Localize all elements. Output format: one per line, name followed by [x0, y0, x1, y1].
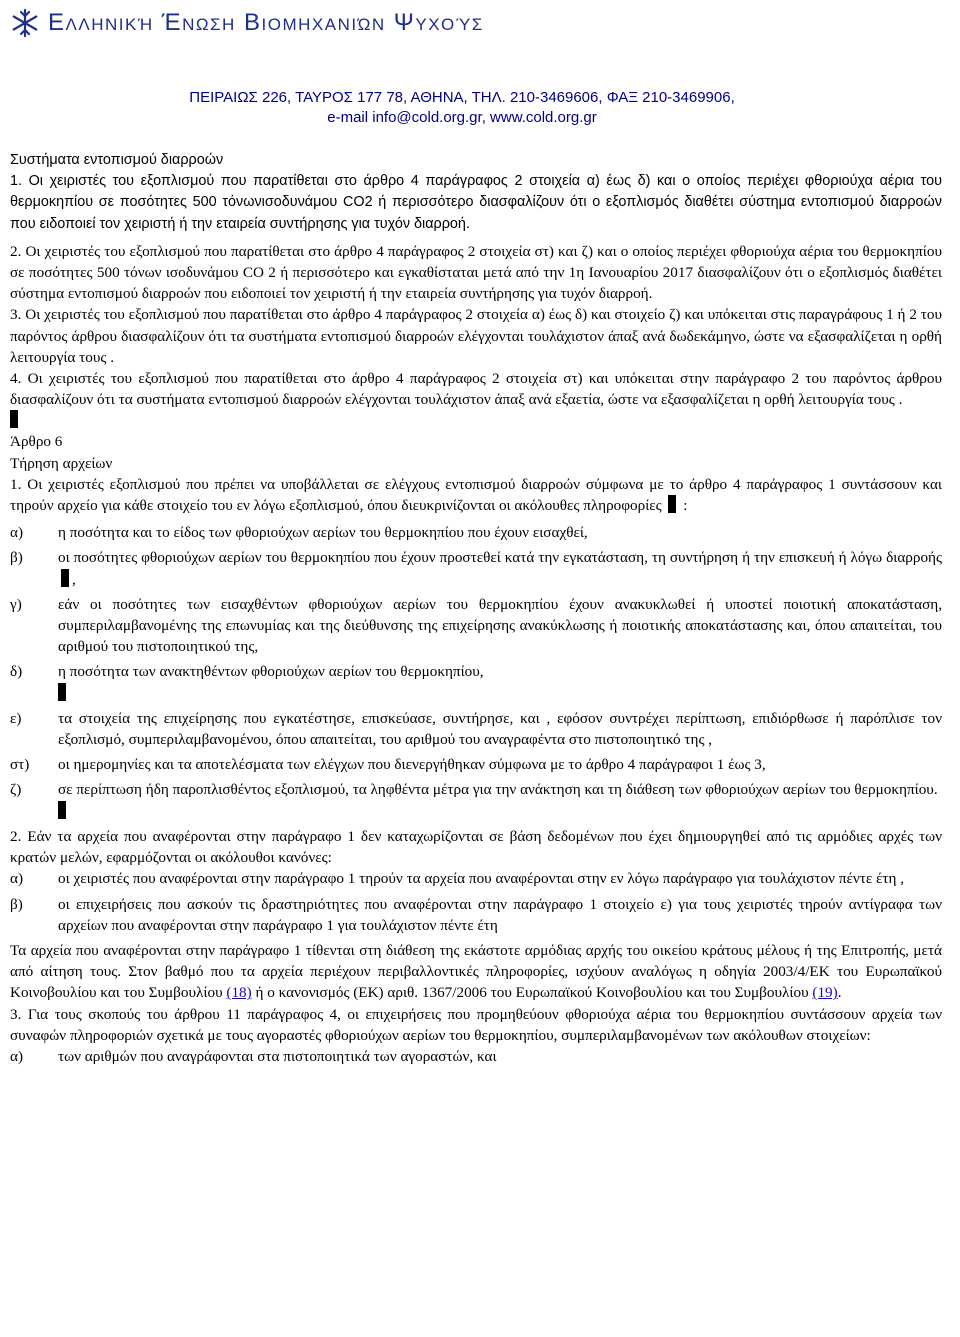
change-marker	[668, 495, 676, 513]
art6-para-3: 3. Για τους σκοπούς του άρθρου 11 παράγραφος 4, οι επιχειρήσεις που προμηθεύουν φθοριούχα αέρια του θερμοκηπίου συντάσσουν αρχεία των συναφών πληροφοριών σχετικά με τους αγοραστές φθοριούχων αερίων του θερμοκηπίου, συμπεριλαμβανομένων των ακόλουθων στοιχείων:	[10, 1005, 942, 1044]
section-title: Συστήματα εντοπισμού διαρροών	[10, 152, 224, 168]
change-marker	[58, 683, 66, 701]
retention-rules-list	[10, 868, 942, 936]
leak-para-4: 4. Οι χειριστές του εξοπλισμού που παρατίθεται στο άρθρο 4 παράγραφος 2 στοιχεία στ) και υπόκειται στην παράγραφο 2 του παρόντος άρθρου διασφαλίζουν ότι τα συστήματα εντοπισμού διαρροών ελέγχονται τουλάχιστον άπαξ ανά εξαετία, ώστε να εξασφαλίζεται η ορθή λειτουργία τους .	[10, 370, 942, 409]
leak-para-2: 2. Οι χειριστές του εξοπλισμού που παρατίθεται στο άρθρο 4 παράγραφος 2 στοιχεία στ) και ζ) και ο οποίος περιέχει φθοριούχα αέρια του θερμοκηπίου σε ποσότητες 500 τόνων ισοδυνάμου CO 2 ή περισσότερο και εγκαθίσταται μετά από την 1η Ιανουαρίου 2017 διασφαλίζουν ότι ο εξοπλισμός διαθέτει σύστημα εντοπισμού διαρροών που ειδοποιεί τον χειριστή ή την εταιρεία συντήρησης για τυχόν διαρροή.	[10, 242, 942, 303]
address-line-2: e-mail info@cold.org.gr, www.cold.org.gr	[327, 109, 597, 126]
list-item: β) οι ποσότητες φθοριούχων αερίων του θερμοκηπίου που έχουν προστεθεί κατά την εγκατάσταση, τη συντήρηση ή την επισκευή ή λόγω διαρροής ,	[10, 549, 942, 588]
org-name: Ελληνική Ένωση Βιομηχανιών Ψυχούς	[48, 9, 484, 36]
records-availability-para: Τα αρχεία που αναφέρονται στην παράγραφο 1 τίθενται στη διάθεση της εκάστοτε αρμόδιας αρχής του οικείου κράτους μέλους ή της Επιτροπής, μετά από αίτηση τους. Στον βαθμό που τα αρχεία περιέχουν περιβαλλοντικές πληροφορίες, ισχύουν αναλόγως η οδηγία 2003/4/ΕΚ του Ευρωπαϊκού Κοινοβουλίου και του Συμβουλίου (18) ή ο κανονισμός (ΕΚ) αριθ. 1367/2006 του Ευρωπαϊκού Κοινοβουλίου και του Συμβουλίου (19).	[10, 941, 942, 1002]
list-item: στ) οι ημερομηνίες και τα αποτελέσματα των ελέγχων που διενεργήθηκαν σύμφωνα με το άρθρο 4 παράγραφοι 1 έως 3,	[10, 756, 766, 774]
art6-para-2: 2. Εάν τα αρχεία που αναφέρονται στην παράγραφο 1 δεν καταχωρίζονται σε βάση δεδομένων που έχει δημιουργηθεί από τις αρμόδιες αρχές των κρατών μελών, εφαρμόζονται οι ακόλουθοι κανόνες:	[10, 827, 942, 867]
document-page	[10, 0, 942, 126]
list-item: ζ) σε περίπτωση ήδη παροπλισθέντος εξοπλισμού, τα ληφθέντα μέτρα για την ανάκτηση και τη διάθεση των φθοριούχων αερίων του θερμοκηπίου.	[10, 779, 942, 821]
list-item: γ) εάν οι ποσότητες των εισαχθέντων φθοριούχων αερίων του θερμοκηπίου έχουν ανακυκλωθεί ή υποστεί ποιοτική αποκατάσταση, συμπεριλαμβανομένης της επωνυμίας και της διεύθυνσης της επιχείρησης ανακύκλωσης ή ποιοτικής αποκατάστασης και, όπου απαιτείται, του αριθμού του πιστοποιητικού της,	[10, 595, 942, 656]
change-marker	[58, 801, 66, 819]
leak-para-3: 3. Οι χειριστές του εξοπλισμού που παρατίθεται στο άρθρο 4 παράγραφος 2 στοιχεία α) έως δ) και στοιχείο ζ) και υπόκειται στις παραγράφους 1 ή 2 του παρόντος άρθρου διασφαλίζουν ότι τα συστήματα εντοπισμού διαρροών ελέγχονται τουλάχιστον άπαξ ανά δωδεκάμηνο, ώστε να εξασφαλίζεται η ορθή λειτουργία τους .	[10, 306, 942, 366]
list-item: α) η ποσότητα και το είδος των φθοριούχων αερίων του θερμοκηπίου που έχουν εισαχθεί,	[10, 524, 588, 542]
leak-detection-section	[10, 171, 942, 235]
list-item: δ) η ποσότητα των ανακτηθέντων φθοριούχων αερίων του θερμοκηπίου,	[10, 661, 942, 703]
snowflake-icon	[10, 8, 40, 38]
record-items-list	[10, 522, 942, 822]
list-item: α) οι χειριστές που αναφέρονται στην παράγραφο 1 τηρούν τα αρχεία που αναφέρονται στην εν λόγω παράγραφο για τουλάχιστον πέντε έτη ,	[10, 870, 905, 888]
org-logo	[10, 6, 484, 40]
list-item: β) οι επιχειρήσεις που ασκούν τις δραστηριότητες που αναφέρονται στην παράγραφο 1 στοιχείο ε) για τους χειριστές τηρούν αντίγραφα των αρχείων που αναφέρονται στην παράγραφο 1 για τουλάχιστον πέντε έτη	[10, 895, 942, 934]
article-heading: Άρθρο 6	[10, 433, 63, 451]
list-item: ε) τα στοιχεία της επιχείρησης που εγκατέστησε, επισκεύασε, συντήρησε, και , εφόσον συντρέχει περίπτωση, επιδιόρθωσε ή παρόπλισε τον εξοπλισμό, συμπεριλαμβανομένου, όπου απαιτείται, του αριθμού του αναγραφέντα στο πιστοποιητικό της ,	[10, 709, 942, 749]
buyer-info-list	[10, 1046, 942, 1067]
address-line-1: ΠΕΙΡΑΙΩΣ 226, ΤΑΥΡΟΣ 177 78, ΑΘΗΝΑ, ΤΗΛ. 210-3469606, ΦΑΞ 210-3469906,	[189, 89, 735, 106]
footnote-link-19[interactable]: (19)	[812, 984, 838, 1002]
article-subheading: Τήρηση αρχείων	[10, 454, 113, 472]
list-item: α) των αριθμών που αναγράφονται στα πιστοποιητικά των αγοραστών, και	[10, 1047, 497, 1065]
change-marker	[61, 569, 69, 587]
document-body	[10, 150, 942, 1071]
contact-address	[112, 88, 812, 128]
art6-para-1: 1. Οι χειριστές εξοπλισμού που πρέπει να υποβάλλεται σε ελέγχους εντοπισμού διαρροών σύμφωνα με το άρθρο 4 παράγραφος 1 συντάσσουν και τηρούν αρχείο για κάθε στοιχείο του εν λόγω εξοπλισμού, όπου διευκρινίζονται οι ακόλουθες πληροφορίες :	[10, 475, 942, 515]
letterhead	[10, 0, 942, 98]
change-marker	[10, 410, 18, 428]
footnote-link-18[interactable]: (18)	[226, 984, 252, 1002]
leak-para-1: 1. Οι χειριστές του εξοπλισμού που παρατίθεται στο άρθρο 4 παράγραφος 2 στοιχεία α) έως δ) και ο οποίος περιέχει φθοριούχα αέρια του θερμοκηπίου σε ποσότητες 500 τόνωνισοδυνάμου CO2 ή περισσότερο διασφαλίζουν ότι ο εξοπλισμός διαθέτει σύστημα εντοπισμού διαρροών που ειδοποιεί τον χειριστή ή την εταιρεία συντήρησης για τυχόν διαρροή.	[10, 173, 942, 232]
